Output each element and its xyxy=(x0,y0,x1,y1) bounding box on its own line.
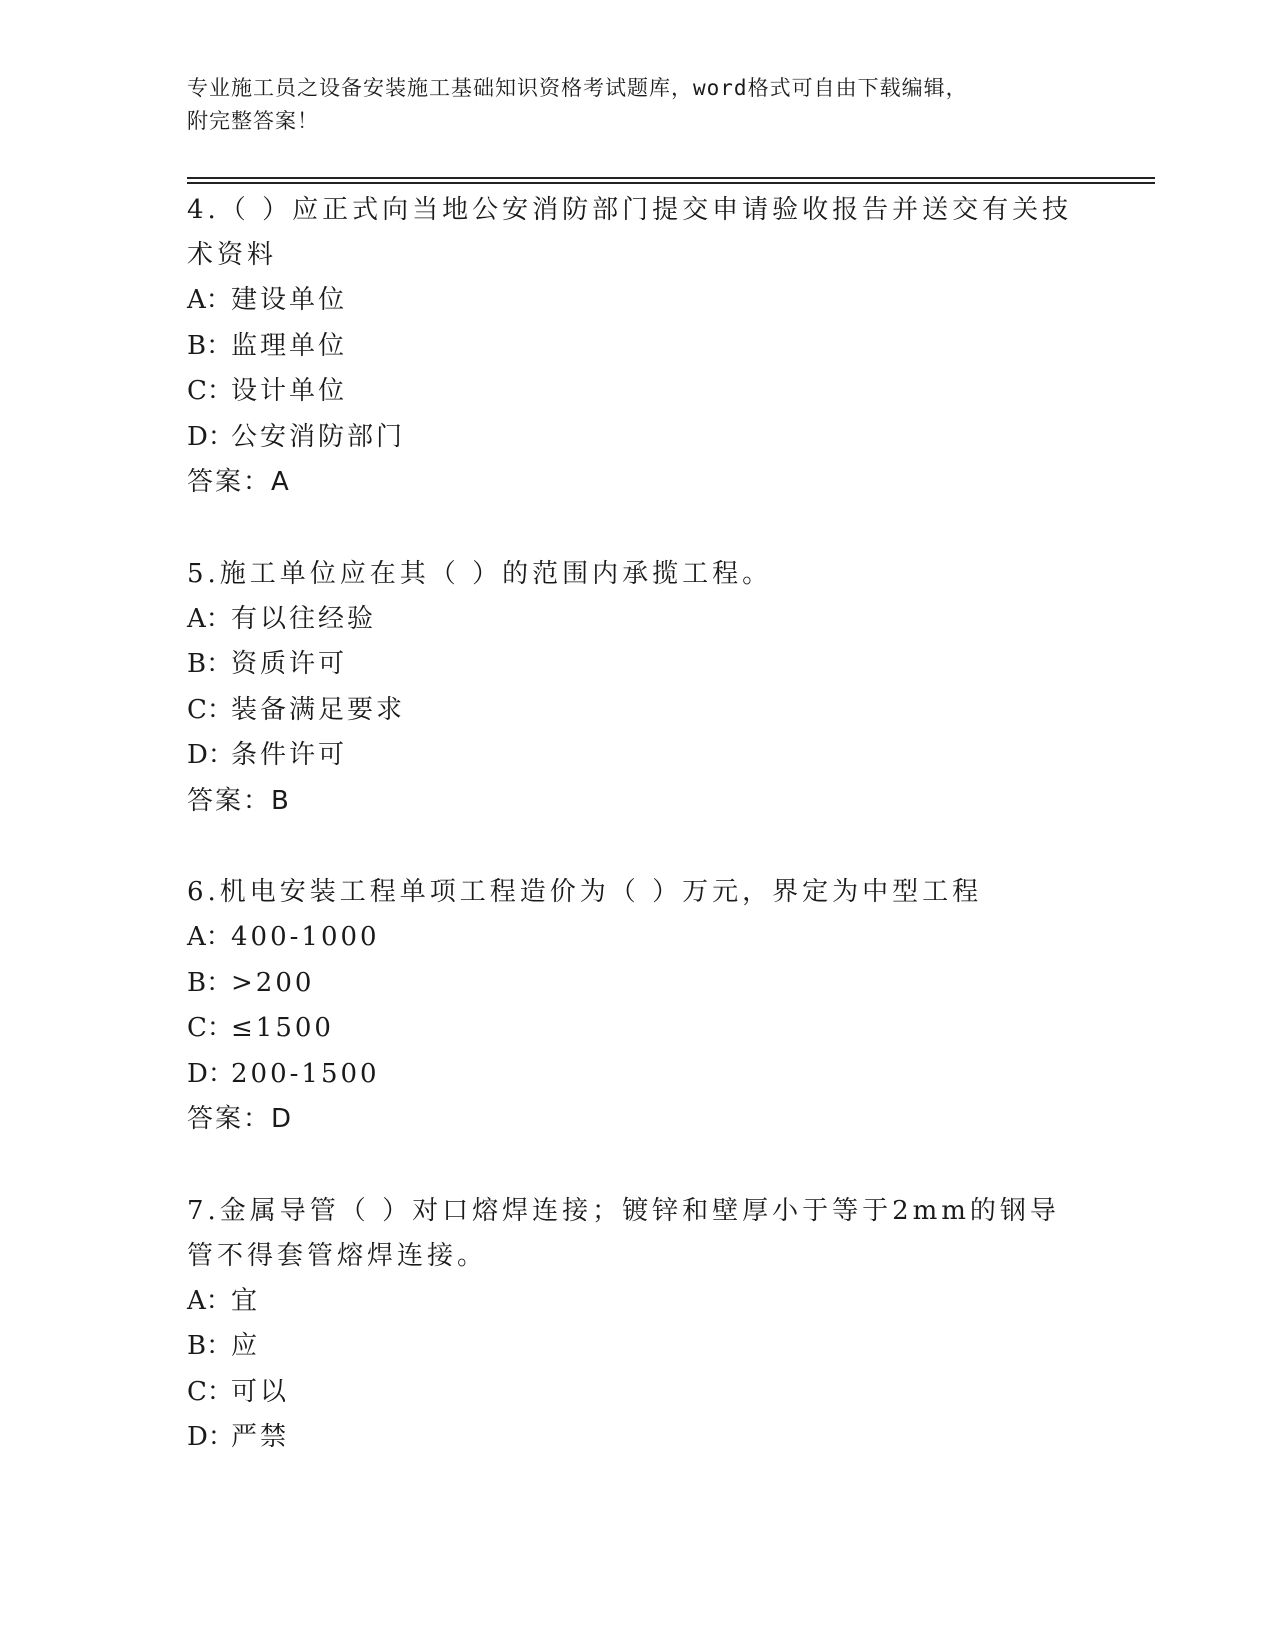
option-key: C： xyxy=(187,376,233,406)
header-divider-bottom xyxy=(187,182,1155,184)
option-label: 应 xyxy=(231,1331,261,1361)
option-key: A： xyxy=(187,1285,232,1316)
option-label: ≤1500 xyxy=(231,1013,334,1043)
option-label: 宜 xyxy=(231,1285,261,1316)
question-list xyxy=(187,188,1087,1507)
option-label: 设计单位 xyxy=(231,376,348,406)
option-key: C： xyxy=(187,1013,233,1043)
option-b xyxy=(187,642,1087,688)
option-label: 建设单位 xyxy=(231,285,348,315)
document-header xyxy=(187,72,1077,138)
header-divider-top xyxy=(187,177,1155,179)
option-key: A： xyxy=(187,285,232,315)
question-6 xyxy=(187,870,1087,1143)
question-text: 4.（ ）应正式向当地公安消防部门提交申请验收报告并送交有关技术资料 xyxy=(187,195,1073,270)
option-c xyxy=(187,369,1087,415)
header-line-1: 专业施工员之设备安装施工基础知识资格考试题库，word格式可自由下载编辑， xyxy=(187,76,968,100)
option-key: C： xyxy=(187,694,233,725)
option-b xyxy=(187,324,1087,370)
option-a xyxy=(187,1279,1087,1325)
option-c xyxy=(187,688,1087,734)
option-key: D： xyxy=(187,1058,234,1089)
option-key: D： xyxy=(187,1422,234,1452)
option-d xyxy=(187,1415,1087,1461)
option-label: 400-1000 xyxy=(231,922,380,952)
option-key: B： xyxy=(187,649,233,679)
answer-line: 答案：B xyxy=(187,785,291,816)
answer-line: 答案：D xyxy=(187,1104,294,1134)
option-label: 装备满足要求 xyxy=(231,694,406,725)
question-7 xyxy=(187,1189,1087,1461)
option-key: C： xyxy=(187,1376,233,1407)
option-key: D： xyxy=(187,421,234,452)
question-4 xyxy=(187,188,1087,506)
option-a xyxy=(187,597,1087,643)
option-key: A： xyxy=(187,603,232,634)
answer-line: 答案：A xyxy=(187,467,291,497)
option-key: D： xyxy=(187,740,234,770)
question-5 xyxy=(187,552,1087,825)
option-label: 有以往经验 xyxy=(231,603,377,634)
option-d xyxy=(187,415,1087,461)
question-text: 6.机电安装工程单项工程造价为（ ）万元，界定为中型工程 xyxy=(187,877,983,907)
option-label: >200 xyxy=(231,967,315,998)
question-text: 7.金属导管（ ）对口熔焊连接；镀锌和壁厚小于等于2mm的钢导管不得套管熔焊连接。 xyxy=(187,1195,1060,1271)
option-key: B： xyxy=(187,967,233,998)
option-label: 条件许可 xyxy=(231,740,348,770)
option-label: 严禁 xyxy=(231,1422,290,1452)
option-label: 可以 xyxy=(231,1376,290,1407)
question-text: 5.施工单位应在其（ ）的范围内承揽工程。 xyxy=(187,558,773,589)
option-key: A： xyxy=(187,922,232,952)
option-label: 200-1500 xyxy=(231,1058,380,1089)
option-d xyxy=(187,1052,1087,1098)
option-label: 资质许可 xyxy=(231,649,348,679)
option-c xyxy=(187,1370,1087,1416)
option-a xyxy=(187,278,1087,324)
option-a xyxy=(187,915,1087,961)
option-d xyxy=(187,733,1087,779)
option-label: 监理单位 xyxy=(231,330,348,361)
option-b xyxy=(187,961,1087,1007)
option-key: B： xyxy=(187,330,233,361)
option-b xyxy=(187,1324,1087,1370)
header-line-2: 附完整答案！ xyxy=(187,109,319,133)
option-c xyxy=(187,1006,1087,1052)
option-key: B： xyxy=(187,1331,233,1361)
option-label: 公安消防部门 xyxy=(231,421,406,452)
